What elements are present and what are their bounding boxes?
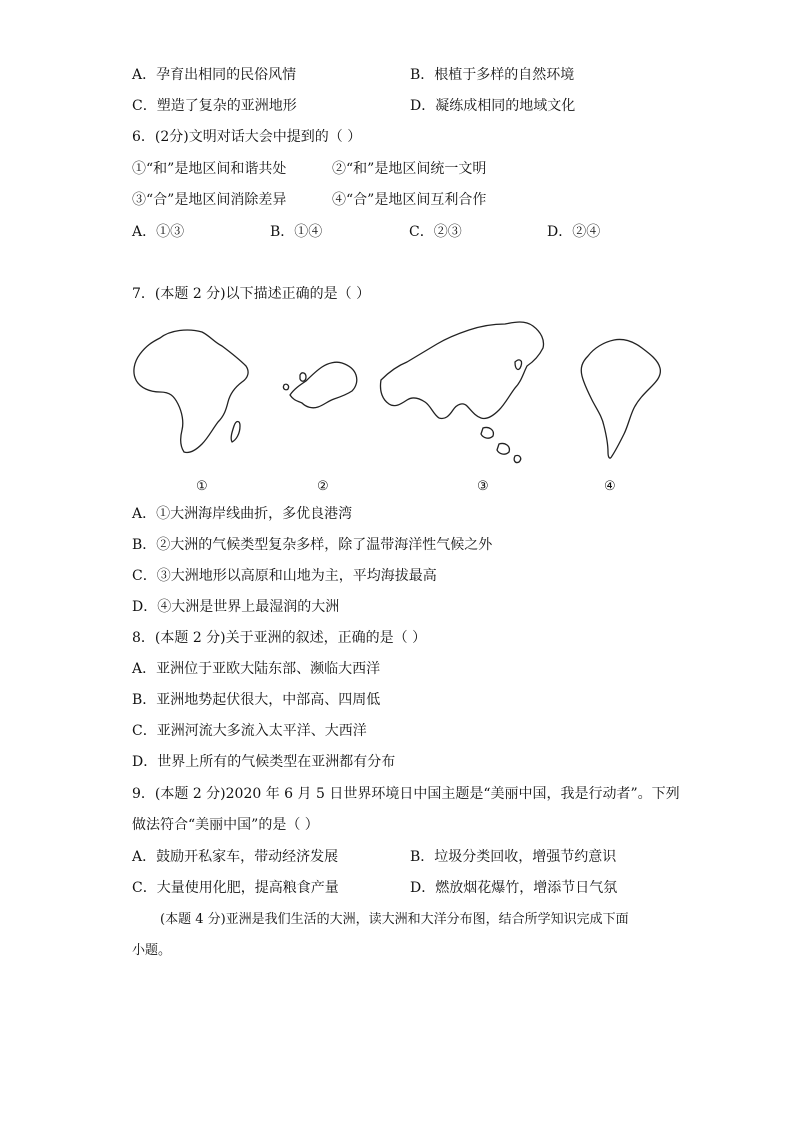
q8-option-d: D．世界上所有的气候类型在亚洲都有分布 — [132, 754, 396, 770]
q7-option-c: C．③大洲地形以高原和山地为主，平均海拔最高 — [132, 568, 437, 584]
q10-intro-line1: (本题 4 分)亚洲是我们生活的大洲，读大洲和大洋分布图，结合所学知识完成下面 — [160, 912, 629, 927]
europe-map — [276, 355, 364, 415]
map-label-2: ② — [317, 479, 329, 494]
q6-option-d: D．②④ — [547, 224, 601, 240]
q5-option-b: B．根植于多样的自然环境 — [410, 67, 575, 83]
q9-option-a: A．鼓励开私家车，带动经济发展 — [132, 849, 339, 865]
map-label-1: ① — [196, 479, 208, 494]
q9-option-c: C．大量使用化肥，提高粮食产量 — [132, 880, 339, 896]
map-label-4: ④ — [604, 479, 616, 494]
asia-map — [375, 316, 550, 468]
q8-option-b: B．亚洲地势起伏很大，中部高、四周低 — [132, 692, 381, 708]
q8-stem: 8．(本题 2 分)关于亚洲的叙述，正确的是（ ） — [132, 630, 427, 646]
q6-statement-1: ①“和”是地区间和谐共处 — [132, 161, 287, 177]
q7-stem: 7．(本题 2 分)以下描述正确的是（ ） — [132, 286, 371, 302]
q8-option-c: C．亚洲河流大多流入太平洋、大西洋 — [132, 723, 367, 739]
q6-statement-3: ③“合”是地区间消除差异 — [132, 192, 287, 208]
q6-option-b: B．①④ — [270, 224, 323, 240]
q8-option-a: A．亚洲位于亚欧大陆东部、濒临大西洋 — [132, 661, 381, 677]
south-america-map — [578, 334, 666, 464]
q9-option-d: D．燃放烟花爆竹，增添节日气氛 — [410, 880, 618, 896]
q6-statement-2: ②“和”是地区间统一文明 — [332, 161, 487, 177]
map-label-3: ③ — [477, 479, 489, 494]
q7-option-b: B．②大洲的气候类型复杂多样，除了温带海洋性气候之外 — [132, 537, 493, 553]
q5-option-c: C．塑造了复杂的亚洲地形 — [132, 98, 297, 114]
q6-option-a: A．①③ — [132, 224, 185, 240]
q9-stem-line1: 9．(本题 2 分)2020 年 6 月 5 日世界环境日中国主题是“美丽中国，我是行动者”。下列 — [132, 786, 680, 802]
q10-intro-line2: 小题。 — [132, 943, 172, 958]
q6-stem: 6．(2分)文明对话大会中提到的（ ） — [132, 129, 362, 145]
q9-option-b: B．垃圾分类回收，增强节约意识 — [410, 849, 617, 865]
q9-stem-line2: 做法符合“美丽中国”的是（ ） — [132, 817, 319, 833]
africa-map — [130, 326, 255, 461]
q6-option-c: C．②③ — [409, 224, 462, 240]
q5-option-d: D．凝练成相同的地域文化 — [410, 98, 576, 114]
q7-option-d: D．④大洲是世界上最湿润的大洲 — [132, 599, 340, 615]
q6-statement-4: ④“合”是地区间互利合作 — [332, 192, 487, 208]
q5-option-a: A．孕育出相同的民俗风情 — [132, 67, 297, 83]
q7-option-a: A．①大洲海岸线曲折，多优良港湾 — [132, 506, 353, 522]
